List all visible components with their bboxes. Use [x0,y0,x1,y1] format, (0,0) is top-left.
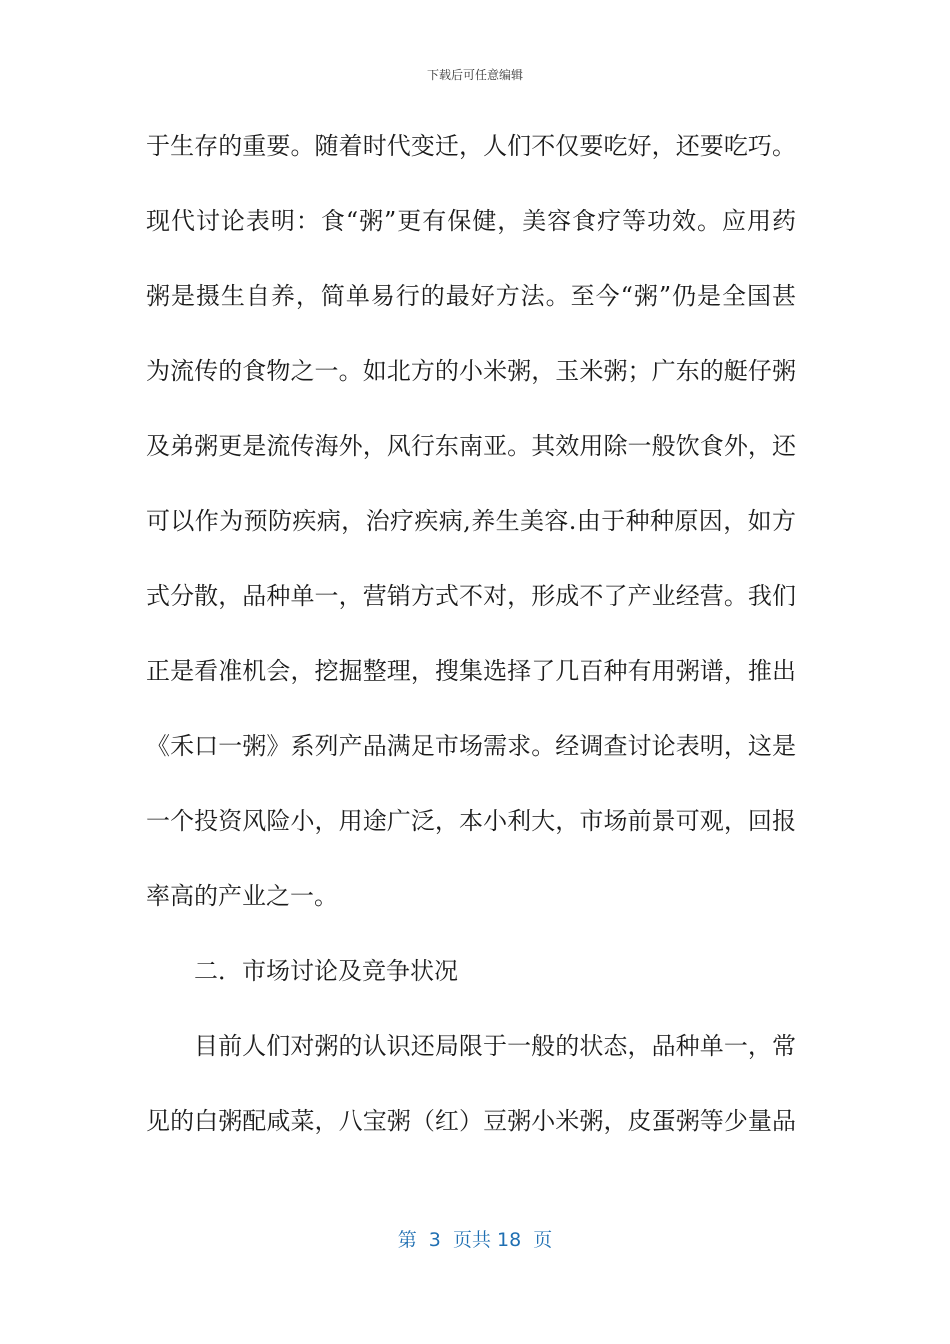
text-line: 式分散，品种单一，营销方式不对，形成不了产业经营。我们 [146,582,796,610]
text-line: 于生存的重要。随着时代变迁，人们不仅要吃好，还要吃巧。 [146,132,796,160]
page-footer: 第 3 页共 18 页 [397,1229,553,1251]
text-line: 目前人们对粥的认识还局限于一般的状态，品种单一，常 [194,1032,796,1060]
text-line: 《禾口一粥》系列产品满足市场需求。经调查讨论表明，这是 [146,732,796,760]
document-body [146,118,796,1168]
header-note: 下载后可任意编辑 [426,68,523,82]
text-line: 现代讨论表明：食“粥”更有保健，美容食疗等功效。应用药 [146,207,796,235]
text-line: 一个投资风险小，用途广泛，本小利大，市场前景可观，回报 [146,807,796,835]
text-line: 粥是摄生自养，简单易行的最好方法。至今“粥”仍是全国甚 [146,282,796,310]
section-heading: 二．市场讨论及竞争状况 [194,957,458,985]
text-line: 正是看准机会，挖掘整理，搜集选择了几百种有用粥谱，推出 [146,657,796,685]
text-line: 率高的产业之一。 [146,882,338,910]
text-line: 可以作为预防疾病，治疗疾病,养生美容.由于种种原因，如方 [146,507,796,535]
text-line: 及弟粥更是流传海外，风行东南亚。其效用除一般饮食外，还 [146,432,796,460]
text-line: 为流传的食物之一。如北方的小米粥，玉米粥；广东的艇仔粥 [146,357,796,385]
text-line: 见的白粥配咸菜，八宝粥（红）豆粥小米粥，皮蛋粥等少量品 [146,1107,796,1135]
